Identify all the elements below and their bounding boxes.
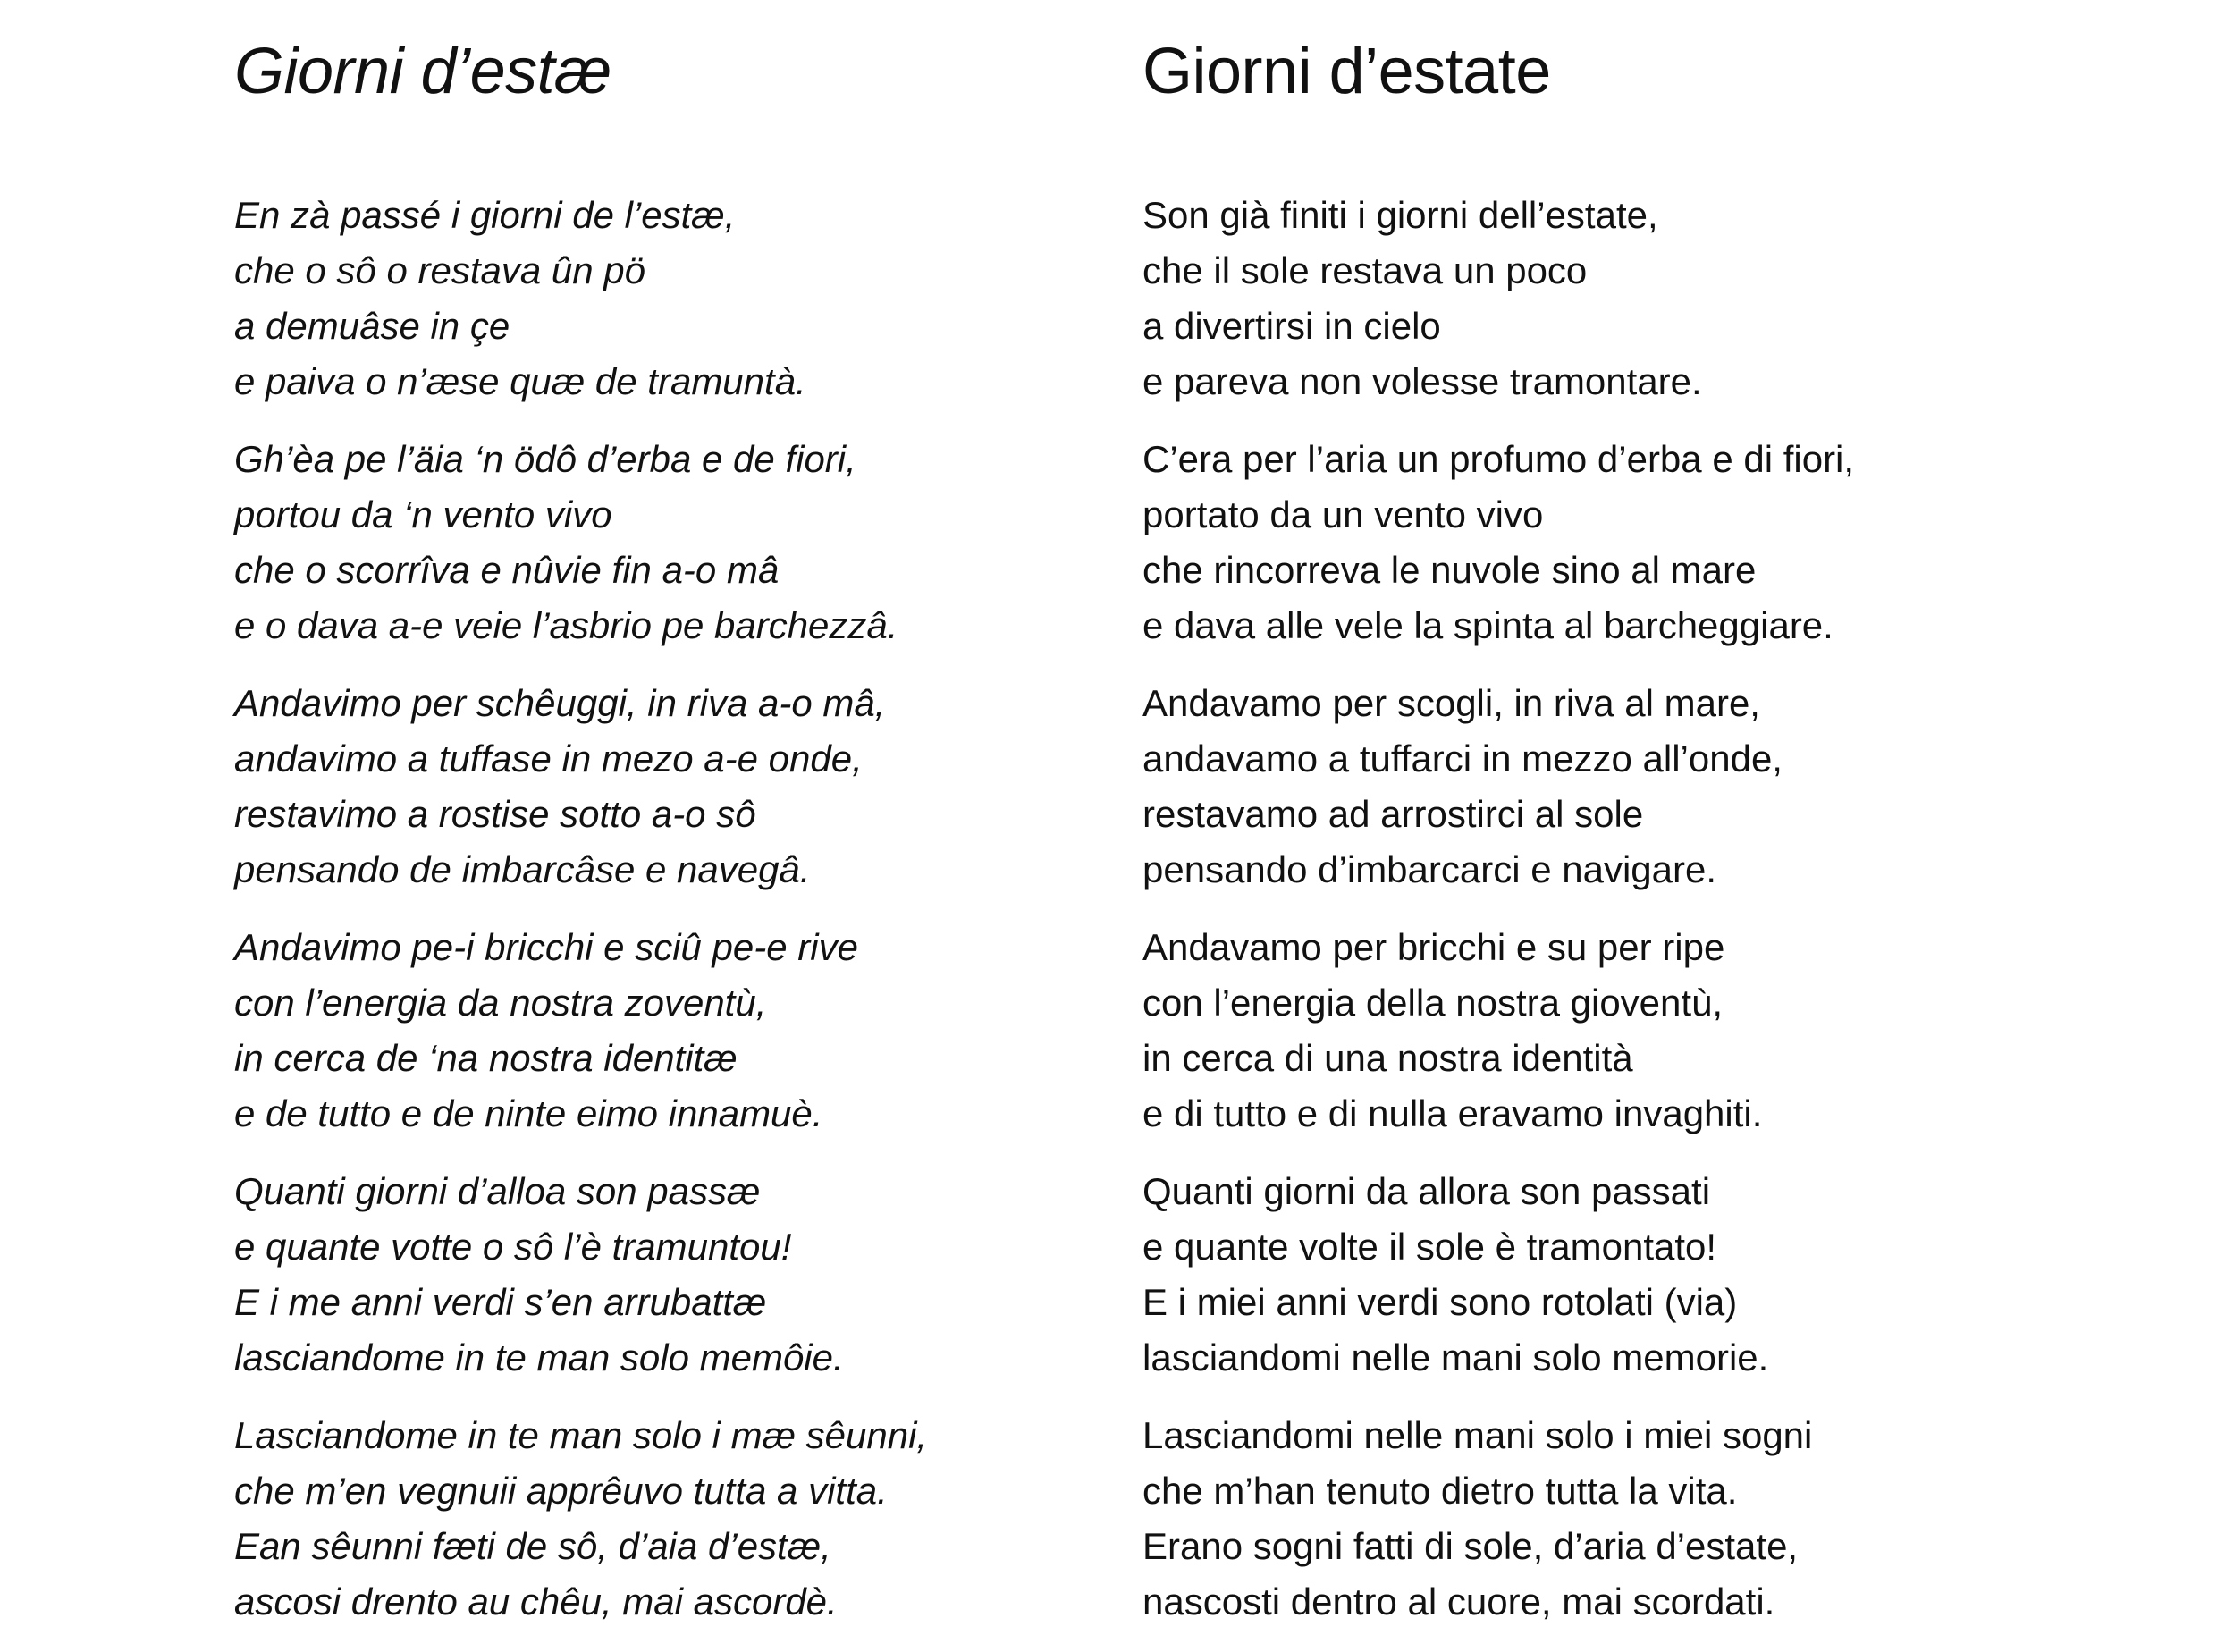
italian-stanza-1 — [1142, 188, 2126, 409]
poem-line: e quante votte o sô l’è tramuntou! — [234, 1226, 792, 1268]
italian-translation-column — [1142, 27, 2126, 1652]
poem-line: che o sô o restava ûn pö — [234, 249, 645, 291]
poem-line: a divertirsi in cielo — [1142, 305, 1441, 347]
poem-line: che m’han tenuto dietro tutta la vita. — [1142, 1470, 1738, 1512]
poem-line: andavimo a tuffase in mezo a-e onde, — [234, 738, 863, 780]
poem-line: e o dava a-e veie l’asbrio pe barchezzâ. — [234, 604, 898, 646]
poem-line: restavamo ad arrostirci al sole — [1142, 793, 1644, 835]
italian-stanza-5 — [1142, 1164, 2126, 1386]
poem-line: lasciandomi nelle mani solo memorie. — [1142, 1336, 1769, 1378]
italian-stanza-4 — [1142, 920, 2126, 1142]
poem-line: E i me anni verdi s’en arrubattæ — [234, 1281, 767, 1323]
poem-line: e di tutto e di nulla eravamo invaghiti. — [1142, 1092, 1763, 1134]
ligurian-stanza-2 — [234, 432, 1128, 653]
poem-line: andavamo a tuffarci in mezzo all’onde, — [1142, 738, 1783, 780]
poem-line: Ean sêunni fæti de sô, d’aia d’estæ, — [234, 1525, 831, 1567]
poem-line: En zà passé i giorni de l’estæ, — [234, 194, 736, 236]
poem-line: in cerca di una nostra identità — [1142, 1037, 1633, 1079]
poem-line: C’era per l’aria un profumo d’erba e di fiori, — [1142, 438, 1855, 480]
poem-line: lasciandome in te man solo memôie. — [234, 1336, 844, 1378]
poem-line: portou da ‘n vento vivo — [234, 493, 612, 535]
poem-line: Lasciandomi nelle mani solo i miei sogni — [1142, 1414, 1813, 1456]
ligurian-stanza-6 — [234, 1408, 1128, 1630]
ligurian-stanza-4 — [234, 920, 1128, 1142]
poem-line: Andavamo per scogli, in riva al mare, — [1142, 682, 1760, 724]
ligurian-poem-column — [234, 27, 1128, 1652]
poem-line: Quanti giorni da allora son passati — [1142, 1170, 1711, 1212]
poem-line: nascosti dentro al cuore, mai scordati. — [1142, 1580, 1775, 1622]
italian-poem-title: Giorni d’estate — [1142, 36, 1551, 107]
poem-line: che rincorreva le nuvole sino al mare — [1142, 549, 1757, 591]
italian-stanza-3 — [1142, 676, 2126, 898]
ligurian-stanza-5 — [234, 1164, 1128, 1386]
ligurian-stanza-3 — [234, 676, 1128, 898]
poem-line: ascosi drento au chêu, mai ascordè. — [234, 1580, 838, 1622]
poem-line: Erano sogni fatti di sole, d’aria d’estate, — [1142, 1525, 1799, 1567]
poem-line: e dava alle vele la spinta al barcheggiare. — [1142, 604, 1833, 646]
poem-line: Lasciandome in te man solo i mæ sêunni, — [234, 1414, 928, 1456]
poem-line: e paiva o n’æse quæ de tramuntà. — [234, 360, 806, 402]
poem-line: Gh’èa pe l’äia ‘n ödô d’erba e de fiori, — [234, 438, 856, 480]
poem-line: che o scorrîva e nûvie fin a-o mâ — [234, 549, 780, 591]
poem-line: pensando de imbarcâse e navegâ. — [234, 848, 811, 890]
poem-line: con l’energia da nostra zoventù, — [234, 982, 767, 1024]
poem-line: Quanti giorni d’alloa son passæ — [234, 1170, 761, 1212]
poem-line: restavimo a rostise sotto a-o sô — [234, 793, 756, 835]
poem-line: portato da un vento vivo — [1142, 493, 1544, 535]
poem-line: che m’en vegnuii apprêuvo tutta a vitta. — [234, 1470, 888, 1512]
poem-line: pensando d’imbarcarci e navigare. — [1142, 848, 1717, 890]
poem-line: E i miei anni verdi sono rotolati (via) — [1142, 1281, 1738, 1323]
ligurian-stanza-1 — [234, 188, 1128, 409]
poem-line: Andavimo per schêuggi, in riva a-o mâ, — [234, 682, 886, 724]
poem-line: che il sole restava un poco — [1142, 249, 1588, 291]
poem-line: in cerca de ‘na nostra identitæ — [234, 1037, 738, 1079]
poem-line: a demuâse in çe — [234, 305, 510, 347]
italian-stanza-6 — [1142, 1408, 2126, 1630]
poem-line: Son già finiti i giorni dell’estate, — [1142, 194, 1658, 236]
poem-line: e de tutto e de ninte eimo innamuè. — [234, 1092, 823, 1134]
poem-line: con l’energia della nostra gioventù, — [1142, 982, 1724, 1024]
poem-line: Andavamo per bricchi e su per ripe — [1142, 926, 1725, 968]
italian-stanza-2 — [1142, 432, 2126, 653]
poem-line: e quante volte il sole è tramontato! — [1142, 1226, 1717, 1268]
ligurian-poem-title: Giorni d’estæ — [234, 36, 611, 107]
poem-line: Andavimo pe-i bricchi e sciû pe-e rive — [234, 926, 858, 968]
poem-line: e pareva non volesse tramontare. — [1142, 360, 1702, 402]
